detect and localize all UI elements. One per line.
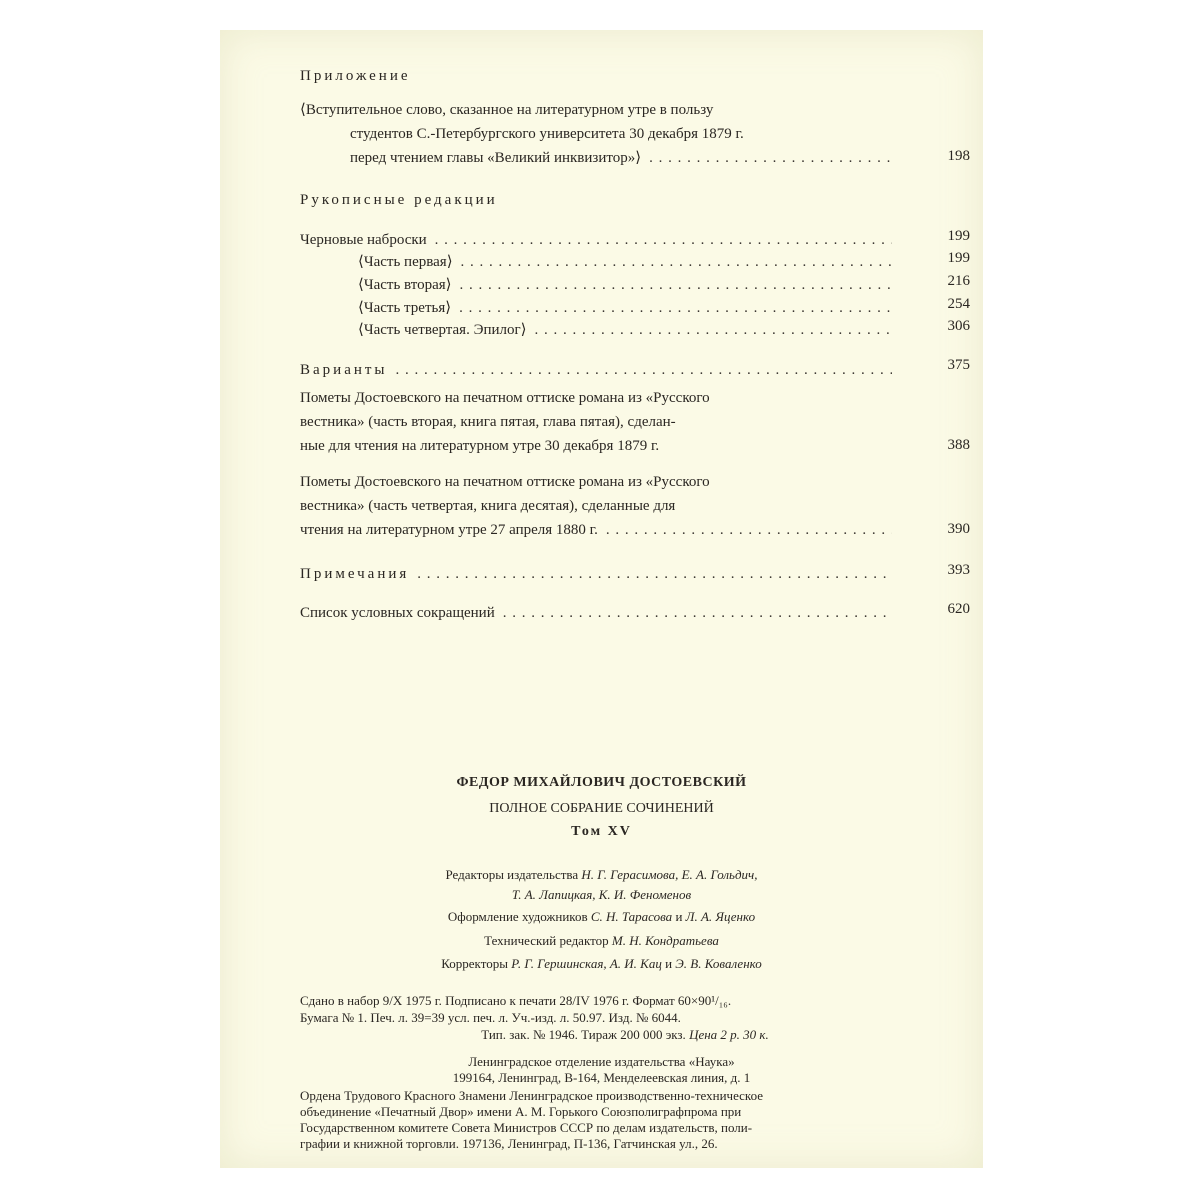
- printer-line-1: Ордена Трудового Красного Знамени Ленинградское производственно-техническое: [300, 1088, 764, 1103]
- variants-label: Варианты: [300, 362, 388, 378]
- drafts-label: Черновые наброски: [300, 232, 427, 248]
- appendix-line-2: студентов С.-Петербургского университета 30 декабря 1879 г.: [350, 126, 744, 142]
- design-names-1: С. Н. Тарасова: [590, 909, 673, 924]
- part-1-page-number: 199: [947, 250, 970, 266]
- part-3-label: ⟨Часть третья⟩: [358, 300, 452, 316]
- notes-entry: [300, 564, 900, 584]
- appendix-line-3-text: перед чтением главы «Великий инквизитор»⟩: [350, 150, 642, 166]
- editors-line-1: [220, 866, 983, 883]
- design-line: [220, 908, 983, 925]
- design-label: Оформление художников: [447, 909, 588, 924]
- drafts-page-number: 199: [947, 228, 970, 244]
- marks-1-line-3: ные для чтения на литературном утре 30 декабря 1879 г.: [300, 438, 660, 454]
- leader-dots: [461, 252, 892, 272]
- manuscripts-heading: Рукописные редакции: [300, 192, 498, 208]
- marks-2-page-number: 390: [947, 521, 970, 537]
- part-1-label: ⟨Часть первая⟩: [358, 254, 453, 270]
- printer-line-4: графии и книжной торговли. 197136, Ленинград, П-136, Гатчинская ул., 26.: [300, 1136, 718, 1151]
- design-and: и: [675, 909, 683, 924]
- printer-line-3: Государственном комитете Совета Министров СССР по делам издательств, поли-: [300, 1120, 753, 1135]
- leader-dots: [460, 275, 892, 295]
- leader-dots: [417, 564, 892, 584]
- print-info: [300, 992, 950, 1043]
- leader-dots: [606, 518, 892, 542]
- design-names-2: Л. А. Яценко: [685, 909, 756, 924]
- part-4-page-number: 306: [947, 318, 970, 334]
- leader-dots: [396, 360, 892, 380]
- appendix-page-number: 198: [947, 148, 970, 164]
- marks-2-line-2: вестника» (часть четвертая, книга десятая), сделанные для: [300, 498, 676, 514]
- marks-2-entry: [300, 470, 900, 542]
- leader-dots: [649, 148, 892, 168]
- marks-2-line-1: Пометы Достоевского на печатном оттиске романа из «Русского: [300, 474, 710, 490]
- appendix-line-3: [300, 148, 900, 168]
- leader-dots: [503, 603, 892, 623]
- leader-dots: [435, 230, 892, 250]
- printer-info: [300, 1088, 950, 1152]
- part-4-label: ⟨Часть четвертая. Эпилог⟩: [358, 322, 527, 338]
- publisher-line-2: 199164, Ленинград, В-164, Менделеевская линия, д. 1: [452, 1070, 751, 1085]
- notes-page-number: 393: [947, 562, 970, 578]
- book-page: [220, 30, 983, 1168]
- correctors-names-2: Э. В. Коваленко: [675, 956, 762, 971]
- correctors-label: Корректоры: [441, 956, 508, 971]
- correctors-line: [220, 955, 983, 972]
- part-2-label: ⟨Часть вторая⟩: [358, 277, 452, 293]
- print-line-3-order: Тип. зак. № 1946. Тираж 200 000 экз.: [481, 1027, 686, 1042]
- notes-label: Примечания: [300, 566, 410, 582]
- appendix-line-1: ⟨Вступительное слово, сказанное на литературном утре в пользу: [300, 102, 714, 118]
- tech-editor-line: [220, 932, 983, 949]
- editors-label: Редакторы издательства: [445, 867, 579, 882]
- correctors-names-1: Р. Г. Гершинская, А. И. Кац: [511, 956, 662, 971]
- drafts-entry: [300, 230, 900, 250]
- abbrev-label: Список условных сокращений: [300, 605, 495, 621]
- marks-1-line-1: Пометы Достоевского на печатном оттиске романа из «Русского: [300, 390, 710, 406]
- marks-1-line-2: вестника» (часть вторая, книга пятая, глава пятая), сделан-: [300, 414, 676, 430]
- abbrev-page-number: 620: [947, 601, 970, 617]
- series-title: ПОЛНОЕ СОБРАНИЕ СОЧИНЕНИЙ: [489, 801, 714, 816]
- part-2-entry: [358, 275, 900, 295]
- volume-label: Том XV: [571, 824, 632, 839]
- part-3-page-number: 254: [947, 296, 970, 312]
- printer-line-2: объединение «Печатный Двор» имени А. М. Горького Союзполиграфпрома при: [300, 1104, 742, 1119]
- variants-entry: [300, 360, 900, 380]
- tech-editor-label: Технический редактор: [484, 933, 609, 948]
- editors-names-1: Н. Г. Герасимова, Е. А. Гольдич,: [581, 867, 758, 882]
- print-line-2: Бумага № 1. Печ. л. 39=39 усл. печ. л. Уч.-изд. л. 50.97. Изд. № 6044.: [300, 1010, 681, 1025]
- author-name: ФЕДОР МИХАЙЛОВИЧ ДОСТОЕВСКИЙ: [456, 775, 747, 790]
- marks-1-entry: [300, 386, 900, 458]
- part-1-entry: [358, 252, 900, 272]
- editors-names-2: Т. А. Лапицкая, К. И. Феноменов: [511, 887, 692, 902]
- tech-editor-name: М. Н. Кондратьева: [611, 933, 719, 948]
- correctors-and: и: [665, 956, 673, 971]
- abbrev-entry: [300, 603, 900, 623]
- print-line-3-price: Цена 2 р. 30 к.: [689, 1027, 769, 1042]
- appendix-heading: Приложение: [300, 68, 411, 84]
- print-line-1: Сдано в набор 9/X 1975 г. Подписано к печати 28/IV 1976 г. Формат 60×90¹/₁₆.: [300, 993, 732, 1008]
- part-4-entry: [358, 320, 900, 340]
- part-2-page-number: 216: [947, 273, 970, 289]
- marks-1-page-number: 388: [947, 437, 970, 453]
- variants-page-number: 375: [947, 357, 970, 373]
- appendix-entry: [300, 100, 900, 168]
- publisher-line-1: Ленинградское отделение издательства «Наука»: [468, 1054, 735, 1069]
- marks-2-line-3: чтения на литературном утре 27 апреля 1880 г.: [300, 522, 598, 538]
- part-3-entry: [358, 298, 900, 318]
- leader-dots: [535, 320, 892, 340]
- print-line-3: [300, 1026, 950, 1043]
- leader-dots: [459, 298, 892, 318]
